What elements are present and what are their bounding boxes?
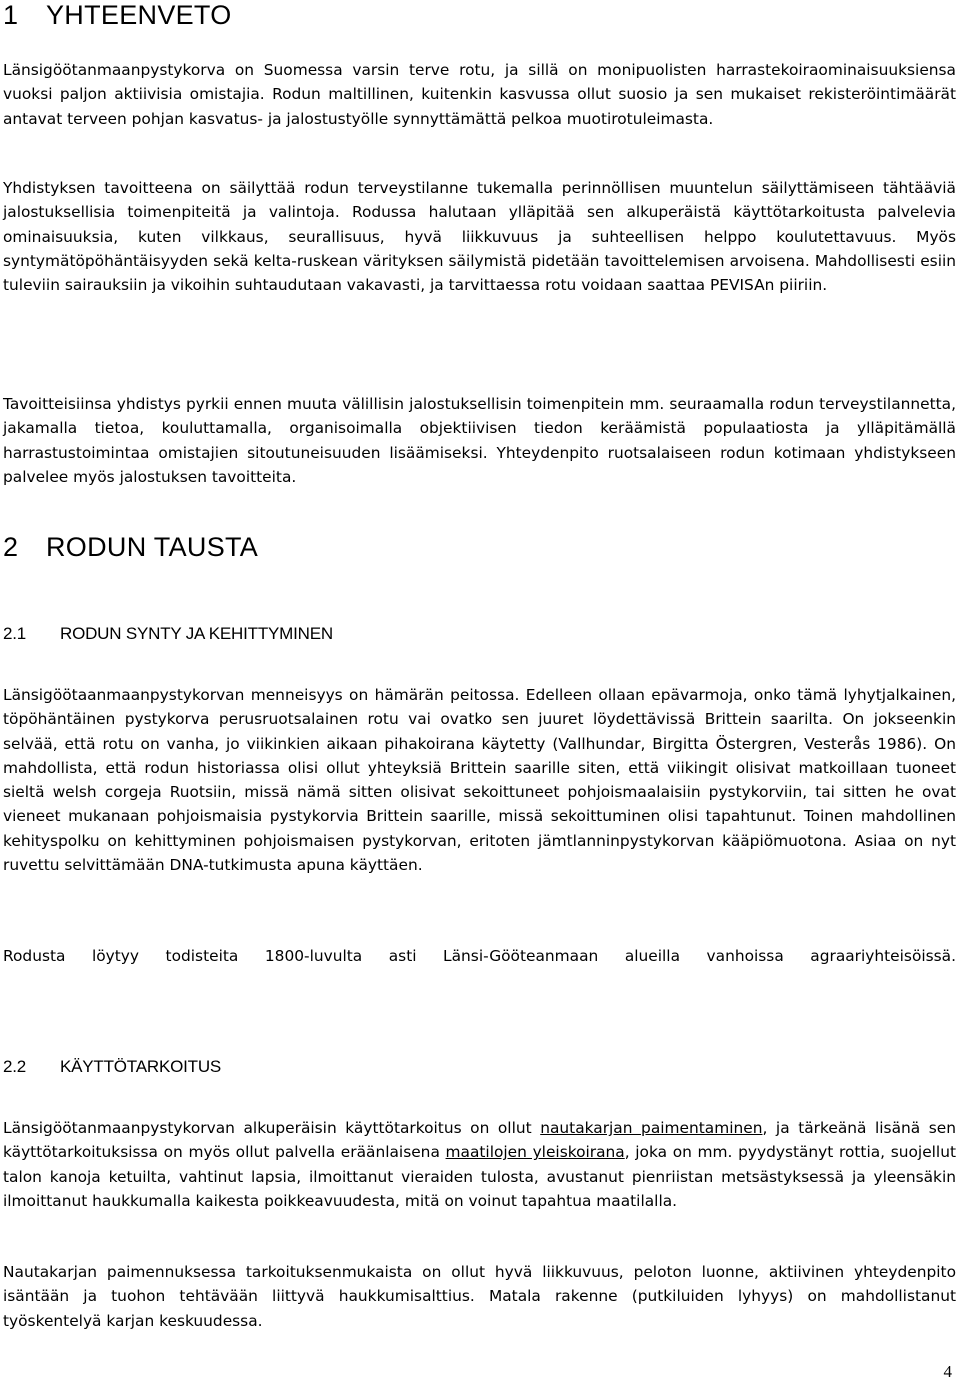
summary-paragraph-1: Länsigöötanmaanpystykorva on Suomessa varsin terve rotu, ja sillä on monipuolisten harrastekoiraominaisuuksiensa vuoksi paljon aktiivisia omistajia. Rodun maltillinen, kuitenkin kasvussa ollut suosio ja sen mukaiset rekisteröintimäärät antavat terveen pohjan kasvatus- ja jalostustyölle synnyttämättä pelkoa muotirotuleimasta.: [3, 61, 956, 128]
summary-paragraph-2: Yhdistyksen tavoitteena on säilyttää rodun terveystilanne tukemalla perinnöllisen muuntelun säilyttämiseen tähtääviä jalostuksellisia toimenpiteitä ja valintoja. Rodussa halutaan ylläpitää sen alkuperäistä käyttötarkoitusta palvelevia ominaisuuksia, kuten vilkkaus, seurallisuus, hyvä liikkuvuus ja suhteellisen helppo koulutettavuus. Myös syntymätöpöhäntäisyyden sekä kelta-ruskean värityksen säilymistä pidetään tavoittelemisen arvoisena. Mahdollisesti esiin tuleviin sairauksiin ja vikoihin suhtaudutaan vakavasti, ja tarvittaessa rotu voidaan saattaa PEVISAn piiriin.: [3, 179, 956, 295]
subsection-heading-kayttotarkoitus: [3, 1056, 221, 1078]
section-number: 2: [3, 532, 19, 562]
subsection-heading-rodun-synty: [3, 623, 333, 645]
section-heading-yhteenveto: [3, 0, 232, 32]
purpose-paragraph-1: [3, 1116, 956, 1213]
subsection-title: KÄYTTÖTARKOITUS: [60, 1057, 222, 1076]
subsection-title: RODUN SYNTY JA KEHITTYMINEN: [60, 624, 333, 643]
section-title: YHTEENVETO: [46, 0, 232, 30]
summary-paragraph-3: Tavoitteisiinsa yhdistys pyrkii ennen muuta välillisin jalostuksellisin toimenpitein mm. seuraamalla rodun terveystilannetta, jakamalla tietoa, kouluttamalla, organisoimalla objektiivisen tiedon keräämistä populaatiosta ja ylläpitämällä harrastustoimintaa omistajien sitoutuneisuuden lisäämiseksi. Yhteydenpito ruotsalaiseen rodun kotimaan yhdistykseen palvelee myös jalostuksen tavoitteita.: [3, 395, 956, 486]
subsection-number: 2.1: [3, 624, 27, 643]
page-number: 4: [943, 1362, 952, 1381]
purpose-text-c: , joka on mm. pyydystänyt rottia, suojellut talon kanoja ketuilta, vahtinut lapsia, ilmoittanut vieraiden tulosta, avustanut pienriistan metsästyksessä ja yleensäkin ilmoittanut haukkumalla kaikesta poikkeavuudesta, mitä on voinut tapahtua maatilalla.: [3, 1143, 957, 1210]
history-paragraph-2: Rodusta löytyy todisteita 1800-luvulta asti Länsi-Gööteanmaan alueilla vanhoissa agraariyhteisöissä.: [3, 947, 956, 965]
section-heading-rodun-tausta: [3, 530, 258, 564]
purpose-text-a: Länsigöötanmaanpystykorvan alkuperäisin käyttötarkoitus on ollut: [3, 1119, 541, 1137]
underlined-term-farm-dog: maatilojen yleiskoirana: [445, 1143, 625, 1162]
section-title: RODUN TAUSTA: [46, 532, 259, 562]
underlined-term-herding: nautakarjan paimentaminen: [540, 1119, 763, 1137]
subsection-number: 2.2: [3, 1057, 27, 1076]
purpose-paragraph-2: Nautakarjan paimennuksessa tarkoituksenmukaista on ollut hyvä liikkuvuus, peloton luonne, aktiivinen yhteydenpito isäntään ja tuohon tehtävään liittyvä haukkumisalttius. Matala rakenne (putkiluiden lyhyys) on mahdollistanut työskentelyä karjan keskuudessa.: [3, 1263, 956, 1330]
section-number: 1: [3, 0, 19, 30]
history-paragraph-1: Länsigöötaanmaanpystykorvan menneisyys on hämärän peitossa. Edelleen ollaan epävarmoja, onko tämä lyhytjalkainen, töpöhäntäinen pystykorva perusruotsalainen rotu vai ovatko sen juuret löydettävissä Brittein saarilta. On jokseenkin selvää, että rotu on vanha, jo viikinkien aikaan pihakoirana käytetty (Vallhundar, Birgitta Östergren, Vesterås 1986). On mahdollista, että rodun historiassa olisi ollut yhteyksiä Brittein saarille siten, että viikingit olisivat matkoillaan tuoneet sieltä welsh corgeja Ruotsiin, missä nämä sitten olisivat sekoittuneet pohjoismaalaisiin pystykorviin, tai sitten he ovat vieneet mukanaan pohjoismaisia pystykorvia Brittein saarille, missä sekoittuminen olisi tapahtunut. Toinen mahdollinen kehityspolku on kehittyminen pohjoismaisen pystykorvan, eritoten jämtlanninpystykorvan kääpiömuotona. Asiaa on nyt ruvettu selvittämään DNA-tutkimusta apuna käyttäen.: [3, 686, 956, 875]
purpose-text-b: , ja tärkeänä lisänä sen käyttötarkoituksissa on myös ollut palvella eräänlaisena: [3, 1119, 956, 1162]
